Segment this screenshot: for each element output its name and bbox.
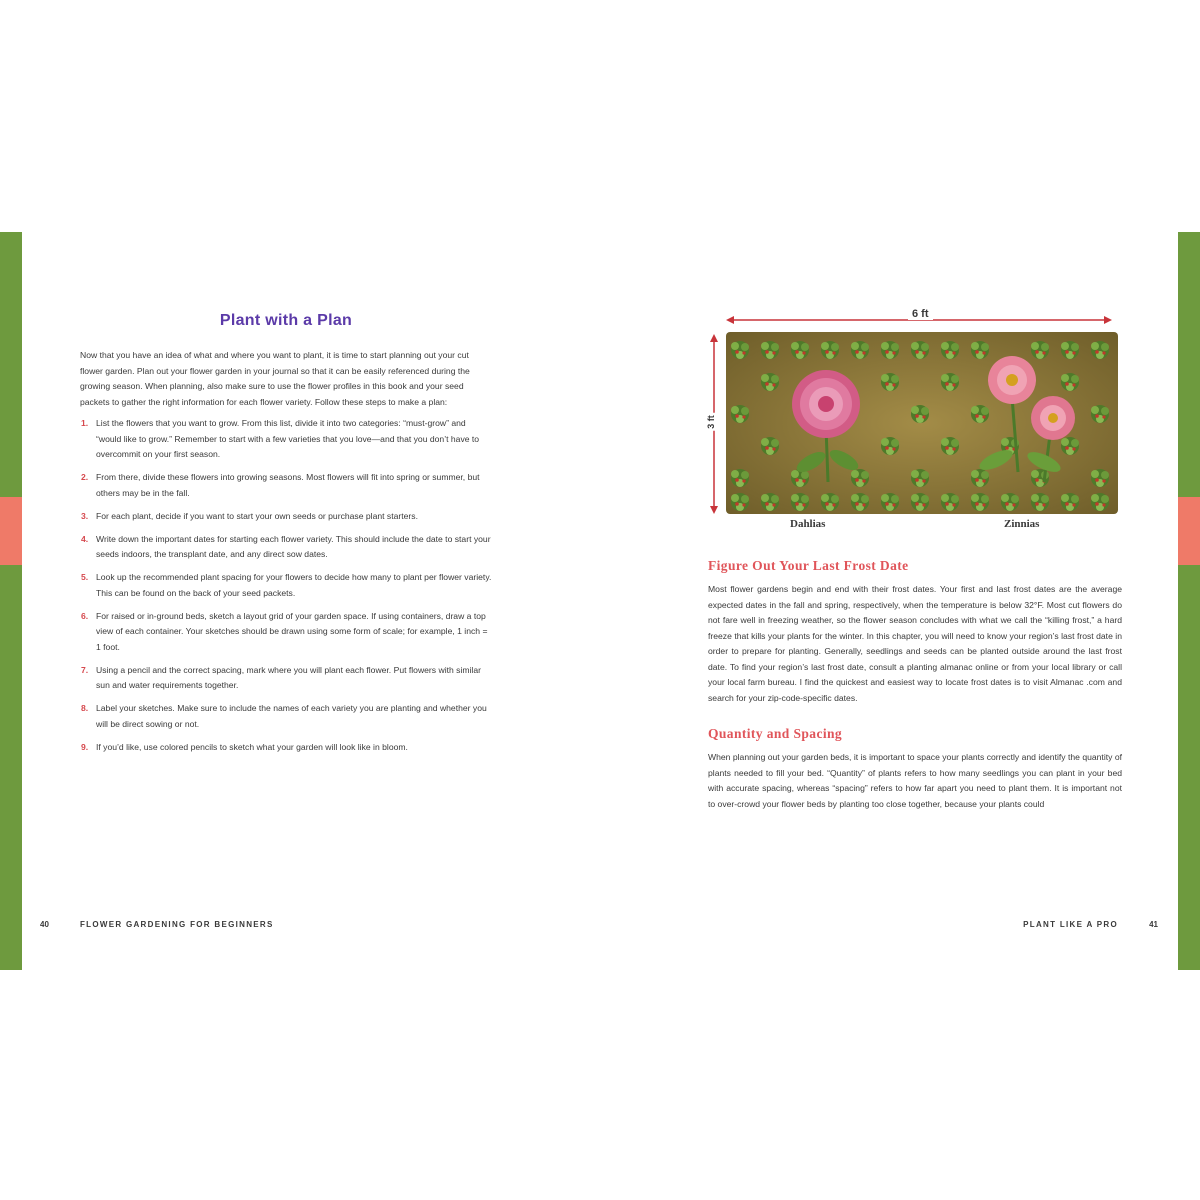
step-text: Label your sketches. Make sure to include the names of each variety you are planting and whether you will be direct sowing or not. — [96, 703, 487, 729]
section-title-plant-with-a-plan: Plant with a Plan — [219, 312, 353, 329]
seedling — [851, 493, 869, 511]
seedling — [1091, 405, 1109, 423]
step-text: Using a pencil and the correct spacing, mark where you will plant each flower. Put flowers with similar sun and water requirements together. — [96, 664, 481, 690]
seedling — [731, 405, 749, 423]
step-item — [80, 470, 492, 501]
step-text: Write down the important dates for starting each flower variety. This should include the date to start your seeds indoors, the transplant date, and any direct sow dates. — [96, 533, 491, 559]
seedling — [911, 405, 929, 423]
seedling — [821, 341, 839, 359]
seedling — [881, 341, 899, 359]
step-item — [80, 570, 492, 601]
seedling — [1061, 373, 1079, 391]
seedling — [1061, 493, 1079, 511]
seedling — [971, 341, 989, 359]
page-number-left: 40 — [40, 920, 49, 929]
seedling — [881, 437, 899, 455]
garden-layout-figure — [705, 308, 1122, 540]
step-number: 3. — [81, 510, 89, 521]
step-item — [80, 416, 492, 463]
step-text: For each plant, decide if you want to start your own seeds or purchase plant starters. — [96, 510, 418, 521]
right-page — [705, 308, 1122, 812]
right-folio — [1023, 920, 1158, 929]
seedling — [761, 373, 779, 391]
seedling — [911, 493, 929, 511]
caption-zinnias: Zinnias — [1004, 518, 1040, 530]
seedling — [1091, 469, 1109, 487]
step-number: 6. — [81, 610, 89, 621]
steps-list — [80, 416, 492, 755]
step-number: 9. — [81, 741, 89, 752]
step-number: 2. — [81, 472, 89, 482]
seedling — [1091, 341, 1109, 359]
step-text: If you’d like, use colored pencils to sketch what your garden will look like in bloom. — [96, 741, 408, 752]
step-number: 1. — [81, 418, 89, 428]
seedling — [791, 493, 809, 511]
caption-dahlias: Dahlias — [790, 518, 826, 530]
height-label: 3 ft — [705, 415, 716, 429]
seedling — [971, 493, 989, 511]
step-text: From there, divide these flowers into growing seasons. Most flowers will fit into spring or summer, but others may be in the fall. — [96, 472, 480, 498]
seedling — [911, 341, 929, 359]
step-text: For raised or in-ground beds, sketch a layout grid of your garden space. If using containers, draw a top view of each container. Your sketches should be drawn using some form of scale; for example, 1 inch = 1 foot. — [96, 610, 488, 652]
seedling — [761, 493, 779, 511]
left-folio — [40, 920, 274, 929]
seedling — [971, 469, 989, 487]
garden-bed-illustration — [726, 332, 1118, 514]
step-text: Look up the recommended plant spacing for your flowers to decide how many to plant per flower variety. This can be found on the back of your seed packets. — [96, 572, 492, 598]
left-page — [80, 312, 492, 763]
seedling — [761, 437, 779, 455]
step-item — [80, 609, 492, 656]
step-number: 4. — [81, 533, 89, 544]
seedling — [911, 469, 929, 487]
right-edge-bar — [1178, 232, 1200, 970]
seedling — [1061, 437, 1079, 455]
seedling — [881, 493, 899, 511]
step-item — [80, 509, 492, 525]
seedling — [851, 469, 869, 487]
page-number-right: 41 — [1149, 920, 1158, 929]
intro-paragraph: Now that you have an idea of what and where you want to plant, it is time to start planning out your cut flower garden. Plan out your flower garden in your journal so that it can be easily referenced during the growing season. When planning, also make sure to use the flower profiles in this book and your seed packets to gather the right information for each flower variety. Follow these steps to make a plan: — [80, 350, 470, 407]
step-number: 7. — [81, 664, 89, 675]
width-label: 6 ft — [908, 308, 933, 320]
seedling — [1001, 493, 1019, 511]
seedling — [941, 341, 959, 359]
running-head-right: PLANT LIKE A PRO — [1023, 920, 1119, 929]
left-edge-bar — [0, 232, 22, 970]
seedling — [731, 493, 749, 511]
seedling — [941, 493, 959, 511]
paragraph-quantity-spacing: When planning out your garden beds, it is important to space your plants correctly and identify the quantity of plants needed to fill your bed. “Quantity” of plants refers to how many seedlings you can plant in your bed with accurate spacing, whereas “spacing” refers to how far apart you need to plant them. It is important not to over-crowd your flower beds by planting too close together, because your plants could — [708, 752, 1122, 809]
heading-quantity-spacing: Quantity and Spacing — [708, 726, 843, 741]
seedling — [941, 373, 959, 391]
step-item — [80, 663, 492, 694]
seedling — [1031, 341, 1049, 359]
seedling — [1091, 493, 1109, 511]
step-item — [80, 701, 492, 732]
left-edge-tab — [0, 497, 22, 565]
seedling — [881, 373, 899, 391]
dahlia-flower — [792, 370, 861, 482]
seedling — [761, 341, 779, 359]
step-number: 5. — [81, 572, 89, 582]
running-head-left: FLOWER GARDENING FOR BEGINNERS — [79, 920, 274, 929]
seedling — [1031, 493, 1049, 511]
seedling — [1061, 341, 1079, 359]
seedling — [971, 405, 989, 423]
seedling — [821, 493, 839, 511]
seedling — [791, 341, 809, 359]
seedling — [851, 341, 869, 359]
heading-last-frost-date: Figure Out Your Last Frost Date — [708, 558, 909, 573]
paragraph-last-frost-date: Most flower gardens begin and end with their frost dates. Your first and last frost dates are the average expected dates in the fall and spring, respectively, when the temperature is below 32°F. Most cut flowers do not fare well in freezing weather, so the flower season concludes with what we call the “killing frost,” a hard freeze that kills your plants for the winter. In this chapter, you will need to know your region’s last frost date in order to prepare for planting. Generally, seedlings and seeds can be planted outside around the last frost date. To find your region’s last frost date, consult a planting almanac online or from your local library or call your local farm bureau. I find the quickest and easiest way to locate frost dates is to visit Almanac .com and search for your zip-code-specific dates. — [708, 584, 1122, 703]
right-edge-tab — [1178, 497, 1200, 565]
seedling — [731, 341, 749, 359]
step-number: 8. — [81, 703, 89, 713]
step-text: List the flowers that you want to grow. From this list, divide it into two categories: “must-grow” and “would like to grow.” Remember to start with a few varieties that you love—and that you don’t have to overcommit on your first season. — [96, 418, 480, 459]
step-item — [80, 740, 492, 756]
seedling — [731, 469, 749, 487]
step-item — [80, 532, 492, 563]
seedling — [941, 437, 959, 455]
